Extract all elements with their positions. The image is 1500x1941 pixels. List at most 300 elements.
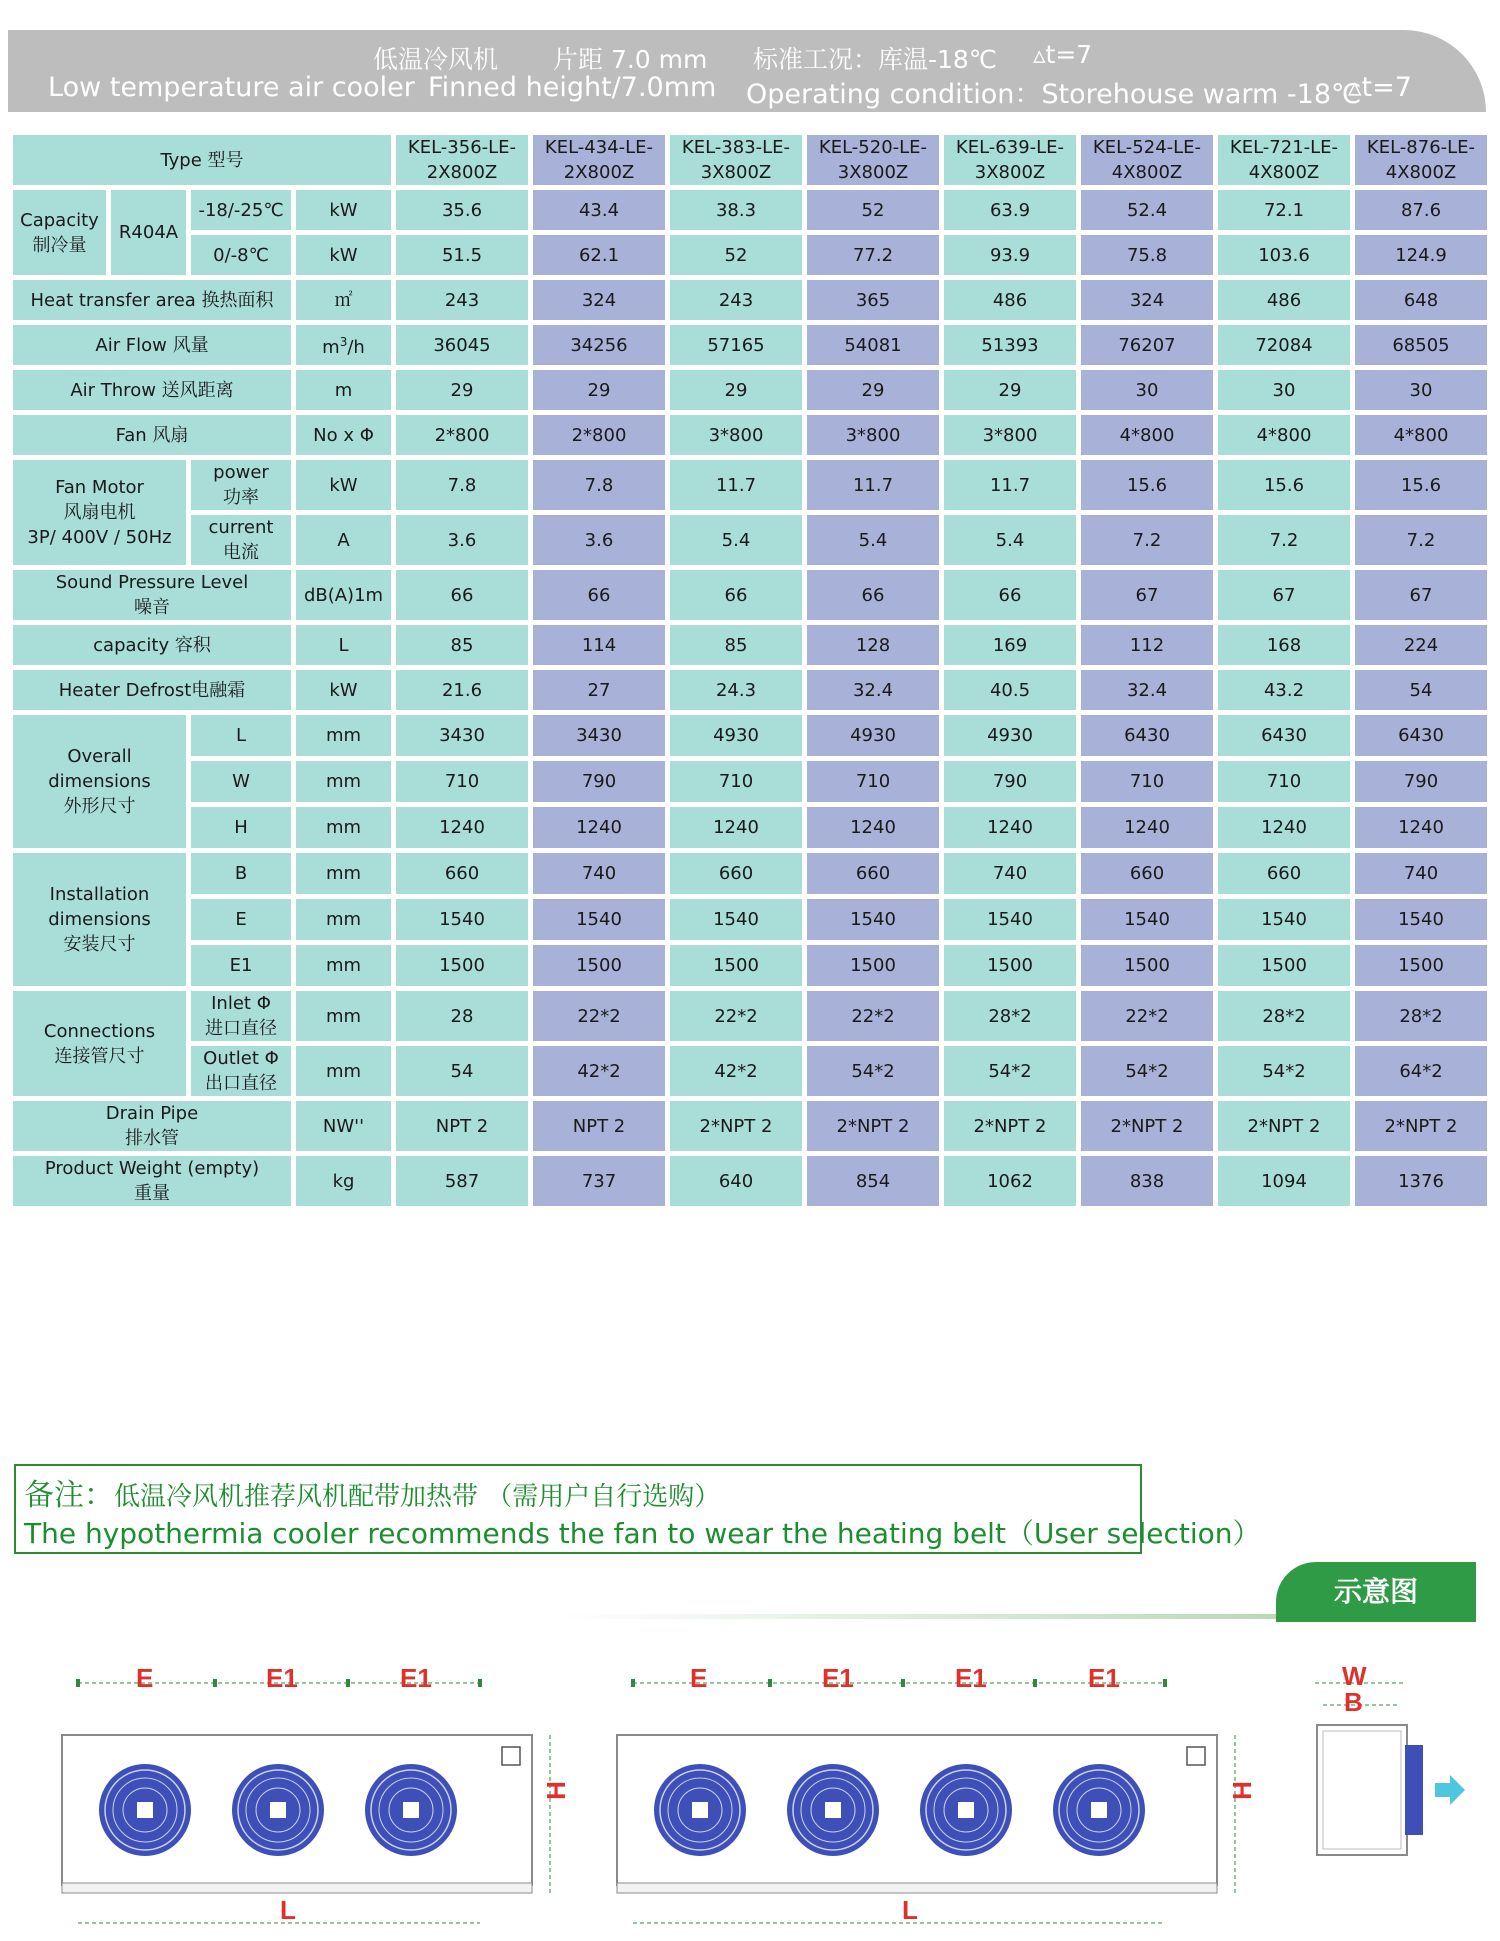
model-name-part1: KEL-639-LE- (955, 137, 1065, 158)
fan-icon (365, 1764, 457, 1856)
cell-text: 243 (718, 289, 754, 311)
value-cell (944, 1101, 1076, 1151)
value-cell (1218, 1046, 1350, 1096)
cell-text: 5.4 (995, 529, 1025, 551)
cell-text: 30 (1409, 379, 1433, 401)
cell-text: 1240 (1124, 817, 1170, 838)
value-cell (670, 190, 802, 230)
cell-text: 22*2 (1125, 1005, 1169, 1027)
value-cell (807, 415, 939, 455)
unit-label (296, 945, 391, 986)
fan-motor-label (13, 460, 186, 565)
cell-text: 制冷量 (32, 234, 87, 256)
unit-label (296, 415, 391, 455)
value-cell (944, 190, 1076, 230)
value-cell (533, 190, 665, 230)
model-header (533, 135, 665, 185)
cell-text: 1094 (1261, 1170, 1307, 1192)
cell-text: 85 (724, 634, 748, 656)
cell-text: 660 (855, 863, 891, 884)
table-row (13, 135, 1487, 185)
value-cell (1355, 945, 1487, 986)
cell-text: 2*NPT 2 (973, 1115, 1047, 1137)
cell-text: 5.4 (721, 529, 751, 551)
value-cell (1218, 991, 1350, 1041)
value-cell (670, 807, 802, 848)
cell-text: 1240 (987, 817, 1033, 838)
cell-text: 43.2 (1263, 679, 1305, 701)
table-row (13, 991, 1487, 1041)
value-cell (396, 807, 528, 848)
header-cn-condition: 标准工况：库温-18℃ (753, 45, 997, 74)
cell-text: 噪音 (134, 597, 170, 618)
value-cell (1355, 991, 1487, 1041)
side-view-drawing (1305, 1665, 1475, 1885)
header-en-dt: ▵t=7 (1348, 72, 1412, 103)
unit-label (296, 1046, 391, 1096)
cell-text: 连接管尺寸 (54, 1045, 145, 1067)
cell-text: Installation (49, 884, 150, 905)
sub-label (191, 515, 291, 565)
value-cell (944, 515, 1076, 565)
value-cell (533, 1156, 665, 1206)
cell-text: 4*800 (1119, 424, 1175, 446)
cell-text: 66 (587, 584, 611, 606)
cell-text: 29 (587, 379, 611, 401)
cell-text: 1240 (850, 817, 896, 838)
cell-text: Air Flow 风量 (95, 334, 209, 356)
cell-text: mm (325, 1060, 362, 1082)
model-name-part2: 3X800Z (974, 162, 1046, 183)
cell-text: 124.9 (1395, 244, 1447, 266)
cell-text: NPT 2 (572, 1115, 626, 1137)
cell-text: dimensions (48, 771, 151, 792)
cell-text: 15.6 (1263, 474, 1305, 496)
value-cell (533, 415, 665, 455)
value-cell (533, 235, 665, 275)
value-cell (1355, 807, 1487, 848)
unit-label (296, 370, 391, 410)
connections-label (13, 991, 186, 1096)
table-row (13, 899, 1487, 940)
sub-label (191, 945, 291, 986)
cell-text: NPT 2 (435, 1115, 489, 1137)
value-cell (944, 853, 1076, 894)
value-cell (1218, 625, 1350, 665)
cell-text: 1540 (576, 909, 622, 930)
cell-text: mm (325, 909, 362, 930)
cell-text: 67 (1135, 584, 1159, 606)
value-cell (944, 370, 1076, 410)
table-row (13, 280, 1487, 320)
cell-text: Fan Motor (55, 477, 144, 498)
model-name-part2: 4X800Z (1111, 162, 1183, 183)
model-header (1081, 135, 1213, 185)
dim-e1-label: E1 (266, 1663, 298, 1693)
value-cell (1218, 460, 1350, 510)
volume-label (13, 625, 291, 665)
cell-text: 710 (1266, 771, 1302, 792)
fan-icon (920, 1764, 1012, 1856)
cell-text: Connections (43, 1020, 156, 1042)
sub-label (191, 899, 291, 940)
cell-text: 6430 (1398, 725, 1444, 746)
cell-text: 660 (1129, 863, 1165, 884)
value-cell (1355, 1156, 1487, 1206)
value-cell (1355, 1101, 1487, 1151)
cell-text: Inlet Φ (211, 993, 271, 1014)
cell-text: mm (325, 955, 362, 976)
header-cn-title: 低温冷风机 (373, 45, 499, 74)
value-cell (1355, 899, 1487, 940)
cell-text: A (337, 529, 350, 551)
value-cell (807, 1101, 939, 1151)
cell-text: 4930 (987, 725, 1033, 746)
cell-text: 5.4 (858, 529, 888, 551)
value-cell (670, 515, 802, 565)
cell-text: 29 (998, 379, 1022, 401)
model-name-part1: KEL-876-LE- (1366, 137, 1476, 158)
dim-l-label: L (902, 1895, 918, 1925)
value-cell (944, 460, 1076, 510)
cell-text: 7.2 (1406, 529, 1436, 551)
value-cell (1081, 1046, 1213, 1096)
cell-text: Fan 风扇 (115, 424, 189, 446)
cell-text: Type 型号 (160, 149, 244, 171)
header-cn-dt: ▵t=7 (1033, 40, 1093, 69)
value-cell (533, 945, 665, 986)
air-flow-label (13, 325, 291, 365)
dim-e1-label: E1 (822, 1663, 854, 1693)
schematic-divider (560, 1614, 1280, 1619)
table-row (13, 325, 1487, 365)
unit-label (296, 190, 391, 230)
cell-text: 168 (1266, 634, 1302, 656)
value-cell (807, 761, 939, 802)
value-cell (1081, 991, 1213, 1041)
value-cell (944, 625, 1076, 665)
model-header (807, 135, 939, 185)
value-cell (807, 325, 939, 365)
cell-text: 224 (1403, 634, 1439, 656)
value-cell (1355, 853, 1487, 894)
cell-text: 28*2 (1399, 1005, 1443, 1027)
table-row (13, 670, 1487, 710)
cell-text: mm (325, 863, 362, 884)
value-cell (807, 807, 939, 848)
value-cell (1218, 853, 1350, 894)
value-cell (1355, 1046, 1487, 1096)
value-cell (944, 899, 1076, 940)
value-cell (396, 670, 528, 710)
unit-label (296, 280, 391, 320)
value-cell (670, 761, 802, 802)
value-cell (533, 991, 665, 1041)
cell-text: 486 (1266, 289, 1302, 311)
cell-text: 7.8 (447, 474, 477, 496)
cell-text: 54 (1409, 679, 1433, 701)
cell-text: 103.6 (1258, 244, 1310, 266)
value-cell (533, 280, 665, 320)
cell-text: 1540 (713, 909, 759, 930)
cell-text: 34256 (570, 334, 628, 356)
value-cell (396, 853, 528, 894)
unit-label (296, 460, 391, 510)
cell-text: 710 (1129, 771, 1165, 792)
cell-text: 838 (1129, 1170, 1165, 1192)
model-name-part1: KEL-520-LE- (818, 137, 928, 158)
cell-text: 54 (450, 1060, 474, 1082)
table-row (13, 415, 1487, 455)
cell-text: 1240 (713, 817, 759, 838)
value-cell (1081, 325, 1213, 365)
cell-text: 4*800 (1256, 424, 1312, 446)
model-name-part1: KEL-383-LE- (681, 137, 791, 158)
cell-text: 22*2 (577, 1005, 621, 1027)
unit-label (296, 807, 391, 848)
cell-text: 3.6 (584, 529, 614, 551)
value-cell (944, 235, 1076, 275)
value-cell (670, 570, 802, 620)
cell-text: 21.6 (441, 679, 483, 701)
value-cell (1218, 1156, 1350, 1206)
value-cell (533, 715, 665, 756)
cell-text: 2*NPT 2 (1384, 1115, 1458, 1137)
cell-text: Drain Pipe (105, 1103, 199, 1124)
cell-text: dimensions (48, 909, 151, 930)
sub-label (191, 715, 291, 756)
cell-text: 67 (1272, 584, 1296, 606)
cell-text: dB(A)1m (303, 584, 384, 606)
cell-text: 486 (992, 289, 1028, 311)
cell-text: 85 (450, 634, 474, 656)
value-cell (670, 1101, 802, 1151)
value-cell (533, 761, 665, 802)
value-cell (807, 670, 939, 710)
four-fan-unit-drawing (605, 1665, 1245, 1935)
unit-label (296, 625, 391, 665)
cell-text: 1540 (1261, 909, 1307, 930)
table-row (13, 515, 1487, 565)
value-cell (1081, 1156, 1213, 1206)
value-cell (396, 280, 528, 320)
value-cell (396, 625, 528, 665)
value-cell (1355, 761, 1487, 802)
value-cell (670, 715, 802, 756)
refrigerant-label (111, 190, 186, 275)
cell-text: 790 (581, 771, 617, 792)
cell-text: 32.4 (1126, 679, 1168, 701)
cell-text: 32.4 (852, 679, 894, 701)
table-row (13, 570, 1487, 620)
header-en-fin: Finned height/7.0mm (428, 72, 717, 103)
value-cell (944, 280, 1076, 320)
cell-text: 67 (1409, 584, 1433, 606)
table-row (13, 853, 1487, 894)
cell-text: kW (329, 679, 358, 701)
value-cell (1081, 235, 1213, 275)
cell-text: 15.6 (1400, 474, 1442, 496)
model-name-part2: 3X800Z (700, 162, 772, 183)
value-cell (1355, 715, 1487, 756)
value-cell (1081, 370, 1213, 410)
cell-text: 57165 (707, 334, 765, 356)
cell-text: 功率 (223, 487, 259, 508)
cell-text: 1500 (1261, 955, 1307, 976)
value-cell (670, 415, 802, 455)
cell-text: 40.5 (989, 679, 1031, 701)
cell-text: mm (325, 1005, 362, 1027)
fan-icon (654, 1764, 746, 1856)
model-name-part2: 3X800Z (837, 162, 909, 183)
cell-text: 1062 (987, 1170, 1033, 1192)
value-cell (1218, 899, 1350, 940)
value-cell (396, 1101, 528, 1151)
cell-text: Sound Pressure Level (55, 572, 249, 593)
cell-text: 2*NPT 2 (836, 1115, 910, 1137)
value-cell (396, 235, 528, 275)
cell-text: 安装尺寸 (63, 934, 136, 955)
value-cell (1081, 853, 1213, 894)
value-cell (1081, 761, 1213, 802)
value-cell (533, 515, 665, 565)
table-row (13, 625, 1487, 665)
value-cell (1081, 625, 1213, 665)
value-cell (1081, 570, 1213, 620)
value-cell (396, 325, 528, 365)
table-row (13, 807, 1487, 848)
table-row (13, 761, 1487, 802)
header-en-condition: Operating condition：Storehouse warm -18℃ (746, 79, 1362, 110)
value-cell (533, 325, 665, 365)
value-cell (670, 899, 802, 940)
cell-text: 4930 (713, 725, 759, 746)
model-name-part1: KEL-721-LE- (1229, 137, 1339, 158)
cell-text: 7.2 (1132, 529, 1162, 551)
cell-text: 54*2 (1262, 1060, 1306, 1082)
cell-text: 68505 (1392, 334, 1450, 356)
value-cell (533, 1046, 665, 1096)
cell-text: 740 (581, 863, 617, 884)
cell-text: 660 (1266, 863, 1302, 884)
cell-text: 54*2 (851, 1060, 895, 1082)
unit-label (296, 515, 391, 565)
table-row (13, 235, 1487, 275)
cell-text: 64*2 (1399, 1060, 1443, 1082)
value-cell (396, 1156, 528, 1206)
table-row (13, 1046, 1487, 1096)
value-cell (1355, 625, 1487, 665)
value-cell (1218, 715, 1350, 756)
cell-text: capacity 容积 (93, 634, 211, 656)
cell-text: Product Weight (empty) (44, 1158, 260, 1179)
unit-label (296, 1101, 391, 1151)
schematic-title: 示意图 (1276, 1562, 1476, 1622)
value-cell (396, 415, 528, 455)
value-cell (807, 625, 939, 665)
value-cell (1355, 370, 1487, 410)
value-cell (1218, 570, 1350, 620)
cell-text: Air Throw 送风距离 (70, 379, 234, 401)
cell-text: mm (325, 771, 362, 792)
cell-text: kg (332, 1170, 355, 1192)
cell-text: 54081 (844, 334, 902, 356)
cell-text: 43.4 (578, 199, 620, 221)
cell-text: 710 (444, 771, 480, 792)
header-en-title: Low temperature air cooler (48, 72, 415, 103)
cell-text: -18/-25℃ (198, 199, 284, 221)
value-cell (1355, 670, 1487, 710)
cell-text: 4*800 (1393, 424, 1449, 446)
dim-h-label: H (540, 1781, 571, 1800)
value-cell (670, 280, 802, 320)
sub-label (191, 853, 291, 894)
value-cell (944, 415, 1076, 455)
cell-text: 243 (444, 289, 480, 311)
model-header (944, 135, 1076, 185)
cell-text: 76207 (1118, 334, 1176, 356)
model-name-part2: 4X800Z (1385, 162, 1457, 183)
model-header (396, 135, 528, 185)
cell-text: 1500 (1124, 955, 1170, 976)
value-cell (807, 460, 939, 510)
type-label (13, 135, 391, 185)
value-cell (1355, 415, 1487, 455)
cell-text: 3*800 (982, 424, 1038, 446)
cell-text: 1500 (850, 955, 896, 976)
note-en: The hypothermia cooler recommends the fan to wear the heating belt（User selection） (24, 1517, 1261, 1550)
cell-text: 2*NPT 2 (1110, 1115, 1184, 1137)
cell-text: 29 (861, 379, 885, 401)
unit-label (296, 899, 391, 940)
cell-text: 3430 (576, 725, 622, 746)
sub-label (191, 991, 291, 1041)
cell-text: 6430 (1261, 725, 1307, 746)
dim-b-label: B (1344, 1687, 1363, 1717)
note-box (14, 1464, 1261, 1554)
cell-text: 1540 (850, 909, 896, 930)
value-cell (396, 945, 528, 986)
value-cell (807, 991, 939, 1041)
table-row (13, 190, 1487, 230)
value-cell (807, 945, 939, 986)
cell-text: 1540 (1124, 909, 1170, 930)
dim-l-label: L (280, 1895, 296, 1925)
value-cell (807, 515, 939, 565)
cell-text: 77.2 (852, 244, 894, 266)
value-cell (1355, 190, 1487, 230)
heater-label (13, 670, 291, 710)
cell-text: H (234, 817, 248, 838)
value-cell (1218, 1101, 1350, 1151)
value-cell (1218, 515, 1350, 565)
value-cell (1355, 235, 1487, 275)
cell-text: 72084 (1255, 334, 1313, 356)
cell-text: mm (325, 725, 362, 746)
cell-text: m (334, 379, 353, 401)
value-cell (396, 370, 528, 410)
value-cell (396, 460, 528, 510)
model-name-part2: 2X800Z (563, 162, 635, 183)
model-name-part2: 4X800Z (1248, 162, 1320, 183)
air_throw-label (13, 370, 291, 410)
installation-dimensions-label (13, 853, 186, 986)
cell-text: 324 (1129, 289, 1165, 311)
value-cell (396, 715, 528, 756)
cell-text: 22*2 (851, 1005, 895, 1027)
value-cell (670, 460, 802, 510)
value-cell (1355, 570, 1487, 620)
